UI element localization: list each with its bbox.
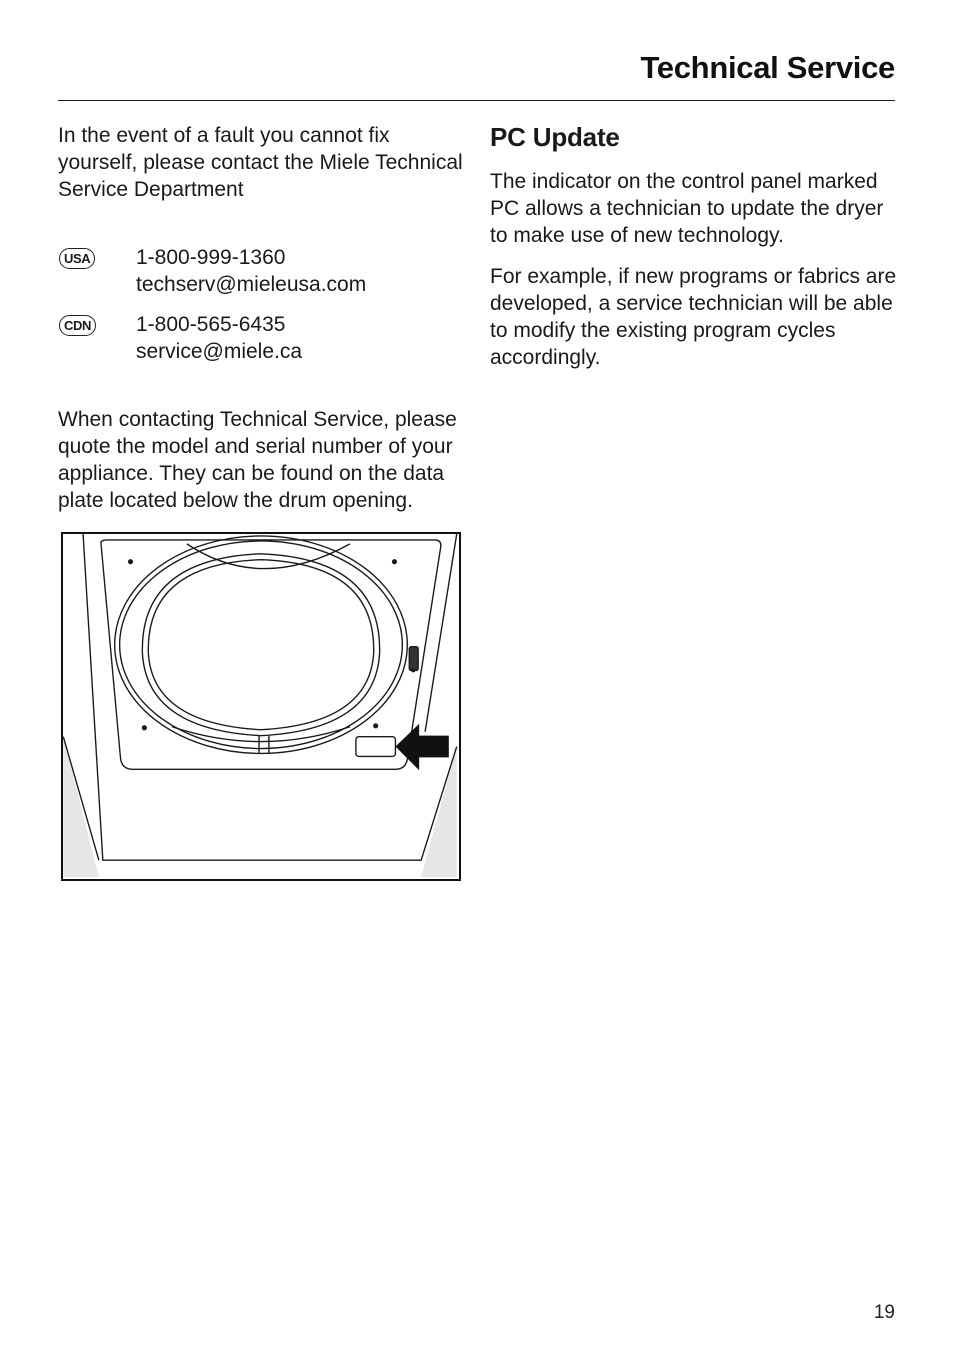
cdn-phone: 1-800-565-6435 [136,313,286,336]
header-rule [58,100,895,101]
cdn-badge-icon: CDN [59,315,96,336]
right-shade [421,747,457,877]
usa-email[interactable]: techserv@mieleusa.com [136,273,367,296]
contact-usa [58,244,468,298]
contact-note: When contacting Technical Service, please quote the model and serial number of your appliance. They can be found on the data plate located below the drum opening. [58,408,457,512]
left-shade [63,737,99,877]
pc-update-paragraph-1: The indicator on the control panel marked PC allows a technician to update the dryer to make use of new technology. [490,170,884,247]
pc-update-paragraph-2: For example, if new programs or fabrics are developed, a service technician will be able to modify the existing program cycles accordingly. [490,265,897,369]
page-number: 19 [873,1302,895,1323]
page-title: Technical Service [640,50,895,85]
dryer-drum-opening-illustration [63,534,459,879]
left-column [58,122,468,881]
section-heading-pc-update: PC Update [490,122,620,152]
cdn-email[interactable]: service@miele.ca [136,340,303,363]
arrow-left-icon [395,724,448,770]
right-column [490,122,900,385]
dryer-illustration [61,532,461,881]
data-plate-icon [356,737,396,757]
usa-phone: 1-800-999-1360 [136,246,286,269]
usa-badge-icon: USA [59,248,95,269]
contact-cdn [58,311,468,365]
intro-text: In the event of a fault you cannot fix yourself, please contact the Miele Technical Service Department [58,124,463,201]
